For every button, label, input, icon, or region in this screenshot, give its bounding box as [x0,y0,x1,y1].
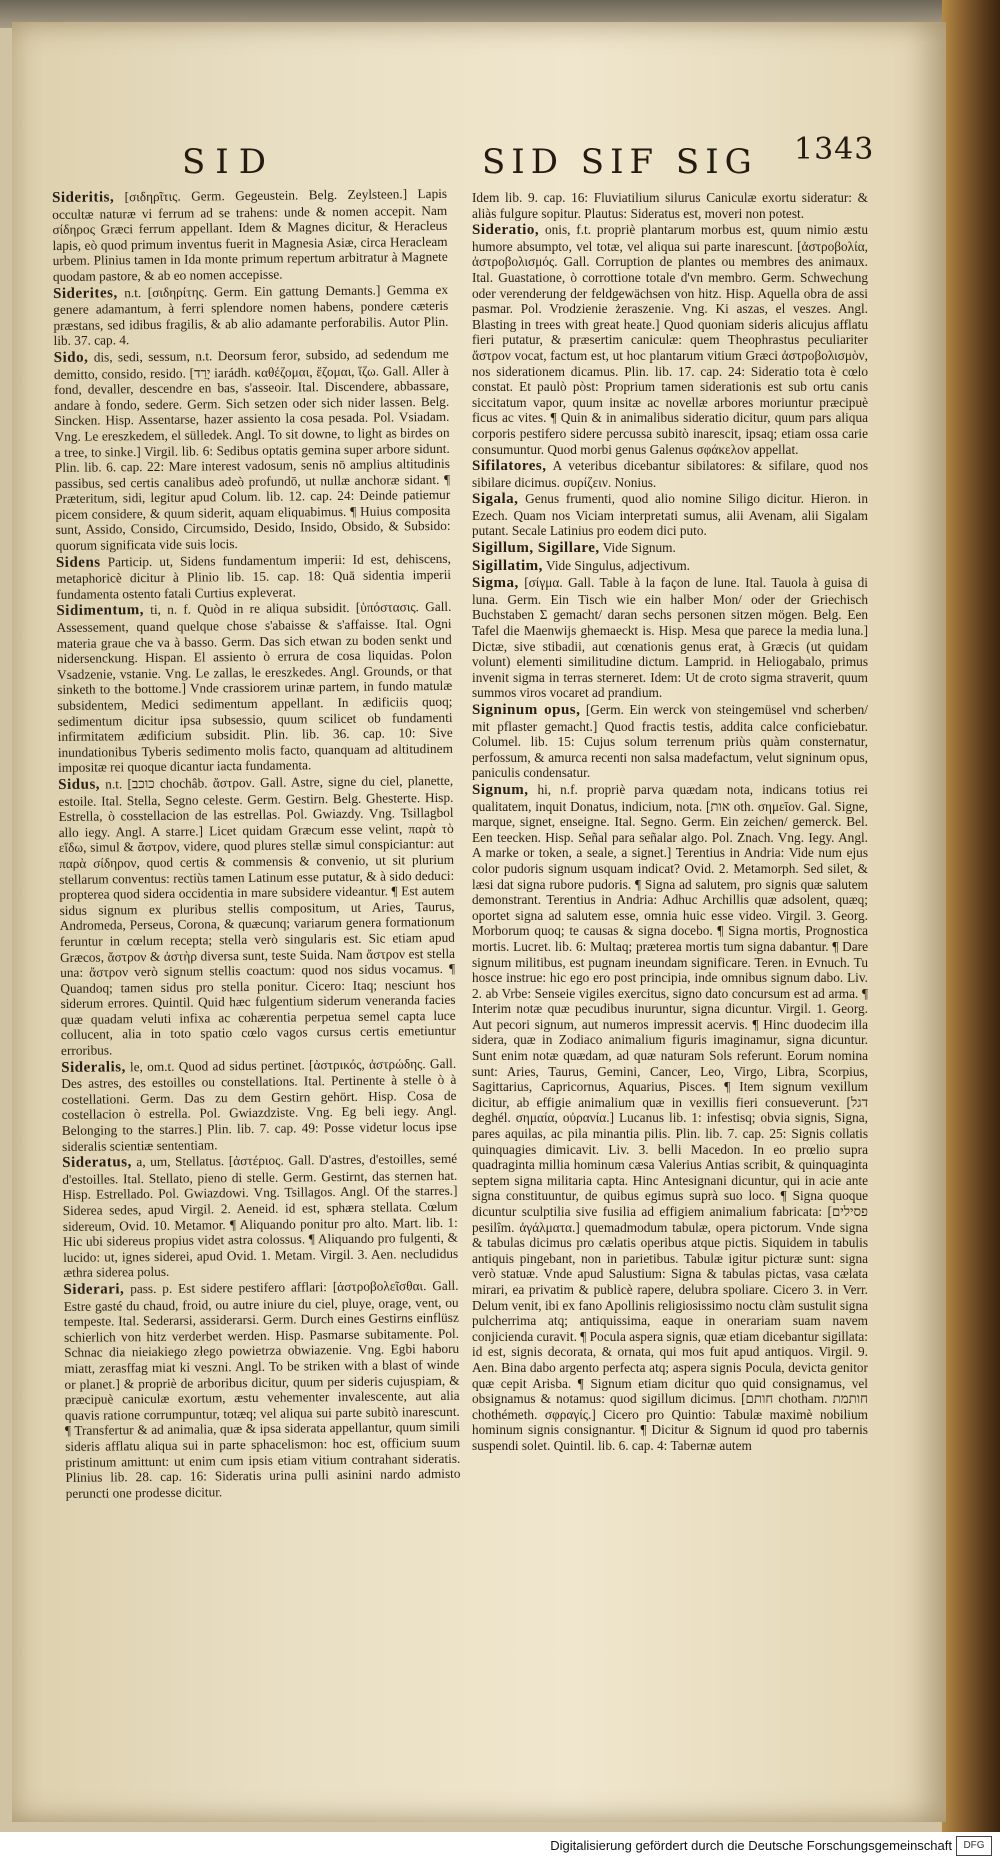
book-binding [942,0,1000,1862]
entry-lemma: Sido, [53,349,89,366]
entry-lemma: Siderites, [53,284,118,302]
dictionary-entry [54,346,451,554]
book-page [12,22,946,1822]
entry-text: pass. p. Est sidere pestifero afflari: [ἀστροβολεῖσθαι. Gall. Estre gasté du chaud, froid, ou autre iniure du ciel, pluye, orage, vent, ou tempeste. Ital. Sederarsi, assiderarsi. Germ. Durch eines Gestirns einflüsz schierlich von hitz verderbet werden. Hisp. Pasmarse subitamente. Pol. Schnac dia nieiakiego złego powietrza obwiazenie. Vng. Egbi haboru miatt, zerasffag miat ki veszni. Angl. To be striken with a blast of winde or planet.] & propriè de arboribus dicitur, quum per sideris cujuspiam, & præcipuè caniculæ exortum, æstu vehementer invalescente, aut alia quavis ratione corrumpuntur, totæq; vel aliqua sui parte subitò inarescunt. ¶ Transfertur & ad animalia, quæ & ipsa siderata appellantur, quum simili sideris afflatu aliqua sui in parte sphacelismon: hoc est, officium suum pristinum amittunt: ut enim cum ipsis etiam vitium contrahant sideratis. Plinius lib. 28. cap. 16: Sideratis urina pulli asinini nardo admisto peruncti one prodesse dicitur. [63,1277,461,1501]
entry-text: le, om.t. Quod ad sidus pertinet. [ἀστρικός, ἀστρώδης. Gall. Des astres, des estoilles ou constellations. Ital. Pertinente à stelle ò à costellationi. Germ. Das zu dem Gestirn gehört. Hisp. Cosa de costellacion ò estrella. Pol. Gwiazdziste. Vng. Eg beli iegy. Angl. Belonging to the starres.] Plin. lib. 7. cap. 49: Posse videtur locus ipse sideralis scientiæ sententiam. [61,1055,457,1154]
entry-text: hi, n.f. propriè parva quædam nota, indicans totius rei qualitatem, inquit Donatus, indicium, nota. [אות oth. σημεῖον. Gal. Signe, marque, signet, enseigne. Ital. Segno. Germ. Ein zeichen/ gemerck. Bel. Een teecken. Hisp. Señal para señalar algo. Pol. Znach. Vng. Iegy. Angl. A marke or token, a seale, a signet.] Terentius in Andria: Vide num ejus color pudoris signum usquam indicat? Ovid. 2. Metamorph. Sed silet, & læsi dat signa rubore pudoris. ¶ Signa ad salutem, pro signis quæ salutem demonstrant. Terentius in Andria: Adhuc Archillis quæ adsolent, quæq; oportet signa ad salutem esse, omnia huic esse video. Virgil. 3. Georg. Morborum quoq; te causas & signa docebo. ¶ Signa mortis, Prognostica mortis. Lucret. lib. 6: Multaq; præterea mortis tum signa dabantur. ¶ Dare signum militibus, est pugnam ineundam significare. Teren. in Evnuch. Tu hosce instrue: hic ego ero post principia, inde omnibus signum dabo. Liv. 2. ab Vrbe: Senseie vigiles exercitus, signo dato concursum est ad arma. ¶ Interim notæ quæ pecudibus inuruntur, signa dicuntur. Virgil. 1. Georg. Aut pecori signum, aut numeros impressit acervis. ¶ Hinc duodecim illa sidera, quæ in Zodiaco animalium figuris imaginamur, signa dicuntur. Sunt enim notæ quædam, ad quæ naturam Sols referunt. Eorum nomina sunt: Aries, Taurus, Gemini, Cancer, Leo, Virgo, Libra, Scorpius, Sagittarius, Capricornus, Aquarius, Pisces. ¶ Item signum vexillum dicitur, ab effigie animalium quæ in vexillis fieri consueverunt. [דגל deghél. σημαία, οὐρανία.] Lucanus lib. 1: infestisq; obvia signis, Signa, pares aquilas, ac pila minantia pilis. Plin. lib. 7. cap. 25: Signis collatis quinquagies dimicavit. Liv. 3. belli Macedon. In eo prœlio supra quadraginta millia hominum cæsa Valerius Antias scribit, & quinquaginta septem signa militaria capta. Hinc Antesignani dicuntur, qui in acie ante signa constituuntur, de quibus egimus suprà suo loco. ¶ Signa quoque dicuntur sculptilia sive fusilia ad effigiem animalium fabricata: [פסילים pesilîm. ἀγάλματα.] quemadmodum tabulæ, opera pictorum. Vnde signa & tabulas dicimus pro cælatis operibus atque pictis. Siquidem in tabulis antiquis pingebant, non in parietibus. Tabulæ igitur picturæ sunt: signa verò statuæ. Vnde apud Salustium: Signa & tabulas pictas, vasa cælata mirari, ea privatim & publicè rapere, delubra spoliare. Cicero 3. in Verr. Delum venit, ibi ex fano Apollinis religiosissimo noctu clàm sustulit signa pulcherrima atq; antiquissima, eaque in onerariam suam navem conjicienda curavit. ¶ Pocula aspera signis, quæ etiam dicebantur sigillata: id est, signis decorata, & ornata, qui mos fuit apud antiquos. Virgil. 9. Aen. Bina dabo argento perfecta atq; aspera signis Pocula, devicta genitor quæ cepit Arisba. ¶ Signum etiam dicitur quo quid consignamus, vel obsignamus & notamus: quod sigillum dicimus. [חותם chotham. חותמת chothémeth. σφραγίς.] Cicero pro Quintio: Tabulæ maximè nobilium hominum signis consignantur. ¶ Dicitur & Signum id quod pro tabernis suspendi solet. Quintil. lib. 6. cap. 4: Tabernæ autem [472,781,869,1453]
dictionary-entry [472,222,868,457]
entry-text: [σίγμα. Gall. Table à la façon de lune. Ital. Tauola à guisa di luna. Germ. Ein Tisch wie ein halber Mon/ oder der Griechisch Buchstaben Σ gemacht/ daran sechs personen sitzen mögen. Belg. Een Tafel die Maenwijs ghemaeckt is. Hisp. Mesa que parece la media luna.] Dictæ, sive stibadii, aut cœnationis genus erat, à Græcis (ut quidam volunt) elementi similitudine dictum. Lamprid. in Heliogabalo, primus invenit sigma in terras sterneret. Idem: Ut de croto sigma straverit, quum summos viros vocaret ad prandium. [472,575,869,701]
dictionary-entry [61,1055,457,1154]
entry-lemma: Sigma, [472,575,519,592]
entry-lemma: Siderari, [63,1281,125,1298]
dictionary-entry [56,599,453,776]
dictionary-entry [472,575,868,701]
entry-text: [σιδηρῖτις. Germ. Gegeustein. Belg. Zeylsteen.] Lapis occultæ naturæ vi ferrum ad se trahens: unde & nomen accepit. Nam σίδηρος Græci ferrum appellant. Idem & Magnes dicitur, & Heracleus lapis, eò quod primum inventus fuerit in Magnesia Asiæ, circa Heracleam urbem. Plinius tamen in Ida monte primum repertum arbitratur à Magnete quodam pastore, & ab eo nomen accepisse. [52,185,448,284]
dictionary-entry [53,281,449,349]
entry-lemma: Signum, [472,781,529,798]
dictionary-entry [472,458,868,490]
dictionary-entry [63,1278,460,1501]
page-number: 1343 [794,132,875,167]
entry-text: onis, f.t. propriè plantarum morbus est, quum nimio æstu humore absumpto, vel totæ, vel aliqua sui parte inarescunt. [ἀστροβολία, ἀστροβολισμός. Gall. Corruption de plantes ou membres des animaux. Ital. Guastatione, ò corrottione totale d'vn membro. Germ. Schwechung oder verenderung der feldgewächsen von hitz. Hisp. Aquella obra de assi pasmar. Pol. Vrodzienie żeraszenie. Vng. Ki aszas, el veszes. Angl. Blasting in trees with great heate.] Quod quoniam sideris alicujus afflatu fieri putatur, & præsertim caniculæ: quem Theophrastus peculiariter ἄστρον vocat, factum est, ut hoc plantarum vitium Græci ἀστροβολισμὸν, nos siderationem dicamus. Plin. lib. 17. cap. 24: Sideratio tota è cœlo constat. Et paulò pòst: Proprium tamen siderationis est sub ortu canis siccitatum vapor, quum insitæ ac novellæ arbores moriuntur præcipuè ficus ac vites. ¶ Quin & in animalibus sideratio dicitur, quum pars aliqua corporis pestifero sidere percussa subitò inarescit, ipsaq; etiam ossa carie consumuntur. Quod morbi genus Galenus σφάκελον appellat. [472,222,868,457]
entry-text: Genus frumenti, quod alio nomine Siligo dicitur. Hieron. in Ezech. Quam nos Viciam interpretati sumus, alii Avenam, alii Sigalam putant. Secale Latinius pro eodem dici puto. [472,491,869,539]
dictionary-entry [58,773,456,1059]
dictionary-entry [472,782,868,1454]
entry-lemma: Sidimentum, [56,602,145,620]
entry-text: dis, sedi, sessum, n.t. Deorsum feror, subsido, ad sedendum me demitto, consido, resido. [יָרַד iarádh. καθέζομαι, ἕζομαι, ἵζω. Gall. Aller à fond, devaller, descendre en bas, s'asseoir. Ital. Discendere, abbassare, andare à fondo, sedere. Germ. Sich setzen oder sich nider lassen. Belg. Sincken. Hisp. Assentarse, hazer assiento la cosa pesada. Pol. Vsiadam. Vng. Le ereszkedem, el sülledek. Angl. To sit downe, to light as birdes on a tree, to sinke.] Virgil. lib. 6: Sedibus optatis gemina super arbore sidunt. Plin. lib. 6. cap. 22: Mare interest vadosum, senis nō amplius altitudinis passibus, sed certis canalibus adeò profundō, ut nullæ anchoræ sidant. ¶ Præteritum, sidi, legitur apud Colum. lib. 12. cap. 24: Deinde patiemur picem considere, & quum siderit, aquam eliquabimus. ¶ Huius composita sunt, Assido, Consido, Circumsido, Desido, Insido, Obsido, & Subsido: quorum significata vide suis locis. [53,345,451,554]
dictionary-entry [472,558,868,575]
left-column [52,186,461,1502]
entry-text: [Germ. Ein werck von steingemüsel vnd scherben/ mit pflaster gemacht.] Quod fractis testis, addita calce conficiebatur. Columel. lib. 15: Cujus solum terrenum priùs quàm consternatur, perfossum, & amurca recenti non salsa madefactum, velut signinum opus, paniculis condensatur. [472,702,868,781]
entry-text: n.t. [σιδηρίτης. Germ. Ein gattung Demants.] Gemma ex genere adamantum, à ferri splendore nomen habens, pondere cæteris præstans, sed idibus fragilis, & ab alio adamante perforabilis. Autor Plin. lib. 37. cap. 4. [53,281,449,349]
dfg-logo: DFG [956,1836,992,1856]
running-head-right: SID SIF SIG [482,142,758,182]
entry-text: Vide Signum. [602,540,676,556]
entry-lemma: Sigillatim, [472,557,543,574]
dictionary-entry [62,1151,458,1281]
entry-lemma: Sidens [55,554,101,571]
dictionary-entry [56,550,451,602]
entry-lemma: Signinum opus, [472,702,581,718]
entry-text: Idem lib. 9. cap. 16: Fluviatilium silurus Caniculæ exortu sideratur: & aliàs fulgure sopitur. Plautus: Sideratus est, moveri non potest. [472,190,868,221]
entry-lemma: Sigillum, Sigillare, [472,540,600,557]
entry-text: a, um, Stellatus. [ἀστέριος. Gall. D'astres, d'estoilles, semé d'estoilles. Ital. Stellato, pieno di stelle. Germ. Gestirnt, das sternen hat. Hisp. Estrellado. Pol. Gwiazdowi. Vng. Tsillagos. Angl. Of the starres.] Siderea sedes, apud Virgil. 2. Aeneid. id est, sphæra stellata. Cœlum sidereum, Ovid. 10. Metamor. ¶ Aliquando ponitur pro alto. Mart. lib. 1: Hic ubi sidereus propius videt astra colossus. ¶ Aliquando pro fulgenti, & lucido: ut, ignes siderei, apud Ovid. 1. Metam. Virgil. 3. Aen. necludidus æthra siderea polus. [62,1151,459,1281]
entry-lemma: Sidus, [58,776,101,793]
entry-text: n.t. [כוכב chochâb. ἄστρον. Gall. Astre, signe du ciel, planette, estoile. Ital. Stella, Segno celeste. Germ. Gestirn. Belg. Ghesterte. Hisp. Estrella, ò cosstellacion de las estrellas. Pol. Gwiazdy. Vng. Tsillagbol allo iegy. Angl. A starre.] Licet quidam Græcum esse velint, παρὰ τὸ εἴδω, simul & ἄστρον, videre, quod plures stellæ simul conspiciantur: aut παρὰ σίδηρον, quod certis & commensis & convenio, ut sit plurium stellarum conventus: rectiùs tamen Latinum esse putatur, & à sido deduci: propterea quod sidera occidentia in mare subsidere videantur. ¶ Est autem sidus signum ex pluribus stellis compositum, ut Aries, Taurus, Andromeda, Perseus, Corona, & quæcunq; variarum genera formationum feruntur in cœlum recepta; stella verò singularis est. Sic etiam apud Græcos, ἄστρον & ἀστὴρ diversa sunt, teste Suida. Nam ἄστρον est stella una: ἄστρον verò signum stellis coactum: quod nos sidus vocamus. ¶ Quandoq; tamen sidus pro stella ponitur. Cicero: Itaq; nesciunt hos siderum errores. Quintil. Quid hæc fulgentium siderum veneranda facies quæ quadam veluti infixa ac cohærentia perpetua semel capta luce collucent, alia in toto spatio cœlo vagos cursus certis emetiuntur erroribus. [58,772,456,1059]
entry-text: Vide Singulus, adjectivum. [546,557,690,573]
entry-lemma: Sideritis, [52,189,115,206]
dictionary-entry [472,491,868,539]
entry-text: Particip. ut, Sidens fundamentum imperii: Id est, dehiscens, metaphoricè dicitur à Plinio lib. 15. cap. 18: Quā sidentia imperii fundamenta ostento fatali Curtius expleverat. [55,550,452,602]
entry-text: ti, n. f. Quòd in re aliqua subsidit. [ὑπόστασις. Gall. Assessement, quand quelque chose s'abaisse & s'affaisse. Ital. Ogni materia graue che va à basso. Germ. Das sich etwan zu boden senkt und nidersenckung. Hispan. El assiento ò errura de cosa liquidas. Polon Vsadzenie, vstanie. Vng. Le zallas, le ereszkedes. Angl. Grounds, or that sinketh to the bottome.] Vnde crassiorem urinæ partem, in fundo matulæ subsidentem, Medici sedimentum appellant. In ædificiis quoq; sedimentum dicitur ipsa subsessio, quum scilicet ob fundamenti infirmitatem ædificium subsidit. Plin. lib. 36. cap. 10: Sive inundationibus Tyberis sedimento molis facto, quanquam ad altitudinem impositæ rei quoque dicantur iacta fundamenta. [56,599,453,776]
digitization-credit: Digitalisierung gefördert durch die Deutsche Forschungsgemeinschaft [550,1838,952,1853]
entry-text: A veteribus dicebantur sibilatores: & sifilare, quod nos sibilare dicimus. συρίζειν. Nonius. [472,458,869,490]
dictionary-entry [472,702,868,781]
right-column [472,190,868,1455]
running-head-left: SID [182,142,276,182]
entry-lemma: Sideratio, [472,222,540,239]
entry-lemma: Sideratus, [62,1154,132,1172]
dictionary-entry [472,190,868,221]
entry-lemma: Sigala, [472,491,519,508]
dictionary-entry [52,186,448,285]
dictionary-entry [472,540,868,557]
entry-lemma: Sideralis, [61,1058,126,1076]
entry-lemma: Sifilatores, [472,458,547,475]
